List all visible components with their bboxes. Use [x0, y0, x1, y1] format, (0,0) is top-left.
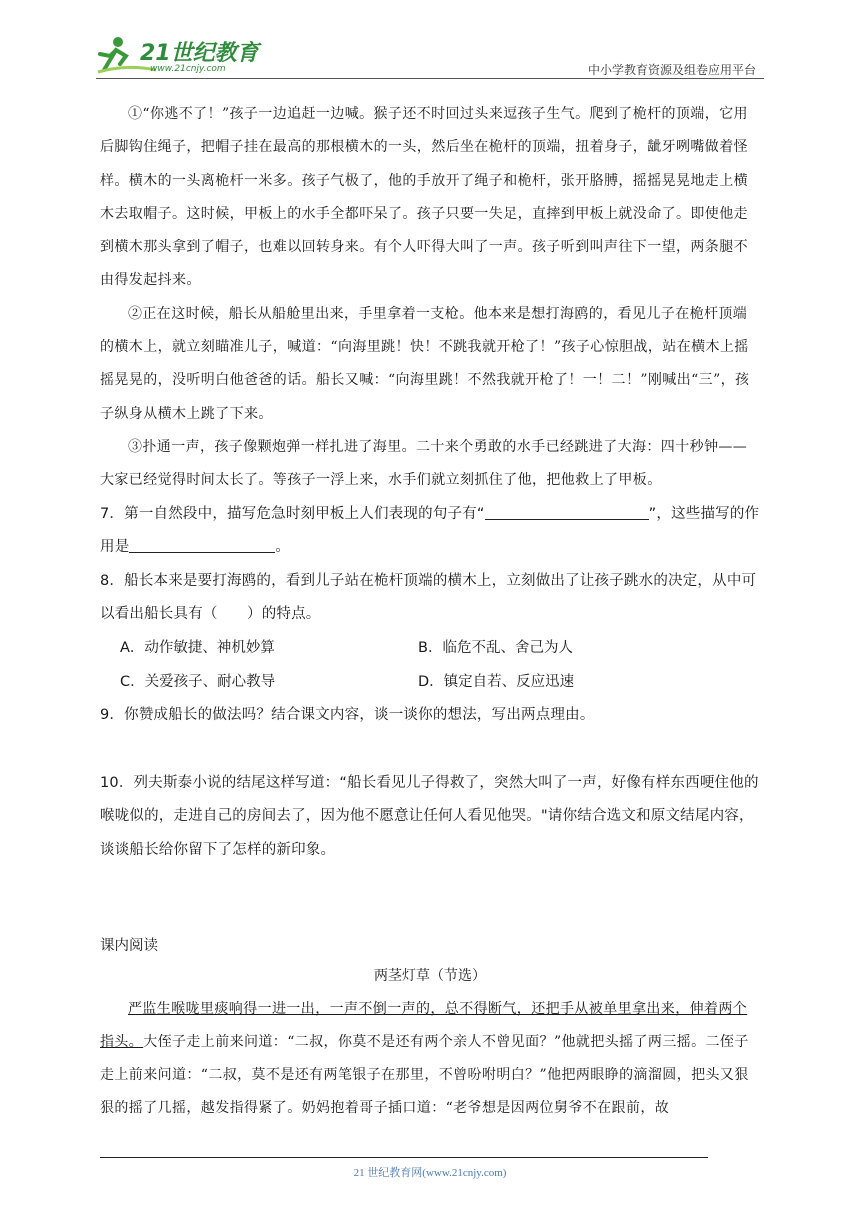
- site-logo: [96, 30, 266, 76]
- options-row-1: [100, 632, 760, 666]
- options-row-2: [100, 666, 760, 700]
- reading-passage: [100, 993, 760, 1126]
- question-7: [100, 498, 760, 565]
- reading-text: 大侄子走上前来问道：“二叔，你莫不是还有两个亲人不曾见面？”他就把头摇了两三摇。二侄子走上前来问道：“二叔，莫不是还有两笔银子在那里，不曾吩咐明白？”他把两眼睁的滴溜圆，把头又狠狠的摇了几摇，越发指得紧了。奶妈抱着哥子插口道：“老爷想是因两位舅爷不在跟前，故: [100, 1033, 749, 1117]
- question-9: 9．你赞成船长的做法吗？结合课文内容，谈一谈你的想法，写出两点理由。: [100, 707, 595, 724]
- answer-space: [100, 868, 760, 930]
- page-header: [96, 30, 764, 80]
- passage-paragraph-1: ①“你逃不了！”孩子一边追赶一边喊。猴子还不时回过头来逗孩子生气。爬到了桅杆的顶端，它用后脚钩住绳子，把帽子挂在最高的那根横木的一头，然后坐在桅杆的顶端，扭着身子，龇牙咧嘴做着怪样。横木的一头离桅杆一米多。孩子气极了，他的手放开了绳子和桅杆，张开胳膊，摇摇晃晃地走上横木去取帽子。这时候，甲板上的水手全都吓呆了。孩子只要一失足，直摔到甲板上就没命了。即使他走到横木那头拿到了帽子，也难以回转身来。有个人吓得大叫了一声。孩子听到叫声往下一望，两条腿不由得发起抖来。: [100, 106, 748, 289]
- answer-space: [100, 733, 760, 767]
- option-a[interactable]: A．动作敏捷、神机妙算: [120, 639, 275, 656]
- section-label: 课内阅读: [100, 937, 158, 954]
- reading-underlined-sentence: 严监生喉咙里痰响得一进一出，一声不倒一声的，总不得断气，还把手从被单里拿出来，伸着两个指头。: [100, 1000, 748, 1050]
- logo-url: www.21cnjy.com: [150, 64, 226, 74]
- question-7-text-c: 。: [275, 539, 291, 556]
- answer-blank-2[interactable]: [129, 536, 275, 553]
- header-divider: [96, 78, 764, 79]
- page-footer: 21 世纪教育网(www.21cnjy.com): [353, 1167, 507, 1179]
- passage-paragraph-2: ②正在这时候，船长从船舱里出来，手里拿着一支枪。他本来是想打海鸥的，看见儿子在桅杆顶端的横木上，就立刻瞄准儿子，喊道：“向海里跳！快！不跳我就开枪了！”孩子心惊胆战，站在横木上摇摇晃晃的，没听明白他爸爸的话。船长又喊：“向海里跳！不然我就开枪了！一！二！”刚喊出“三”，孩子纵身从横木上跳了下来。: [100, 305, 750, 422]
- question-7-text-a: 7．第一自然段中，描写危急时刻甲板上人们表现的句子有“: [100, 505, 485, 522]
- footer-divider: [100, 1157, 708, 1158]
- question-7-text-b: ”，这些描写的作用是: [100, 505, 760, 556]
- option-c[interactable]: C．关爱孩子、耐心教导: [120, 673, 276, 690]
- question-10: 10．列夫斯泰小说的结尾这样写道：“船长看见儿子得救了，突然大叫了一声，好像有样东西哽住他的喉咙似的，走进自己的房间去了，因为他不愿意让任何人看见他哭。"请你结合选文和原文结尾内容，谈谈船长给你留下了怎样的新印象。: [100, 774, 759, 858]
- option-b[interactable]: B．临危不乱、舍己为人: [418, 639, 573, 656]
- page-content: [100, 98, 760, 1126]
- answer-blank-1[interactable]: [485, 503, 649, 520]
- passage-paragraph-3: ③扑通一声，孩子像颗炮弹一样扎进了海里。二十来个勇敢的水手已经跳进了大海：四十秒钟——大家已经觉得时间太长了。等孩子一浮上来，水手们就立刻抓住了他，把他救上了甲板。: [100, 438, 748, 489]
- reading-title: 两茎灯草（节选）: [374, 967, 486, 984]
- logo-text: 21世纪教育: [140, 41, 259, 66]
- platform-name: 中小学教育资源及组卷应用平台: [587, 63, 756, 77]
- option-d[interactable]: D．镇定自若、反应迅速: [418, 673, 575, 690]
- question-8: 8．船长本来是要打海鸥的，看到儿子站在桅杆顶端的横木上，立刻做出了让孩子跳水的决定，从中可以看出船长具有（ ）的特点。: [100, 572, 757, 623]
